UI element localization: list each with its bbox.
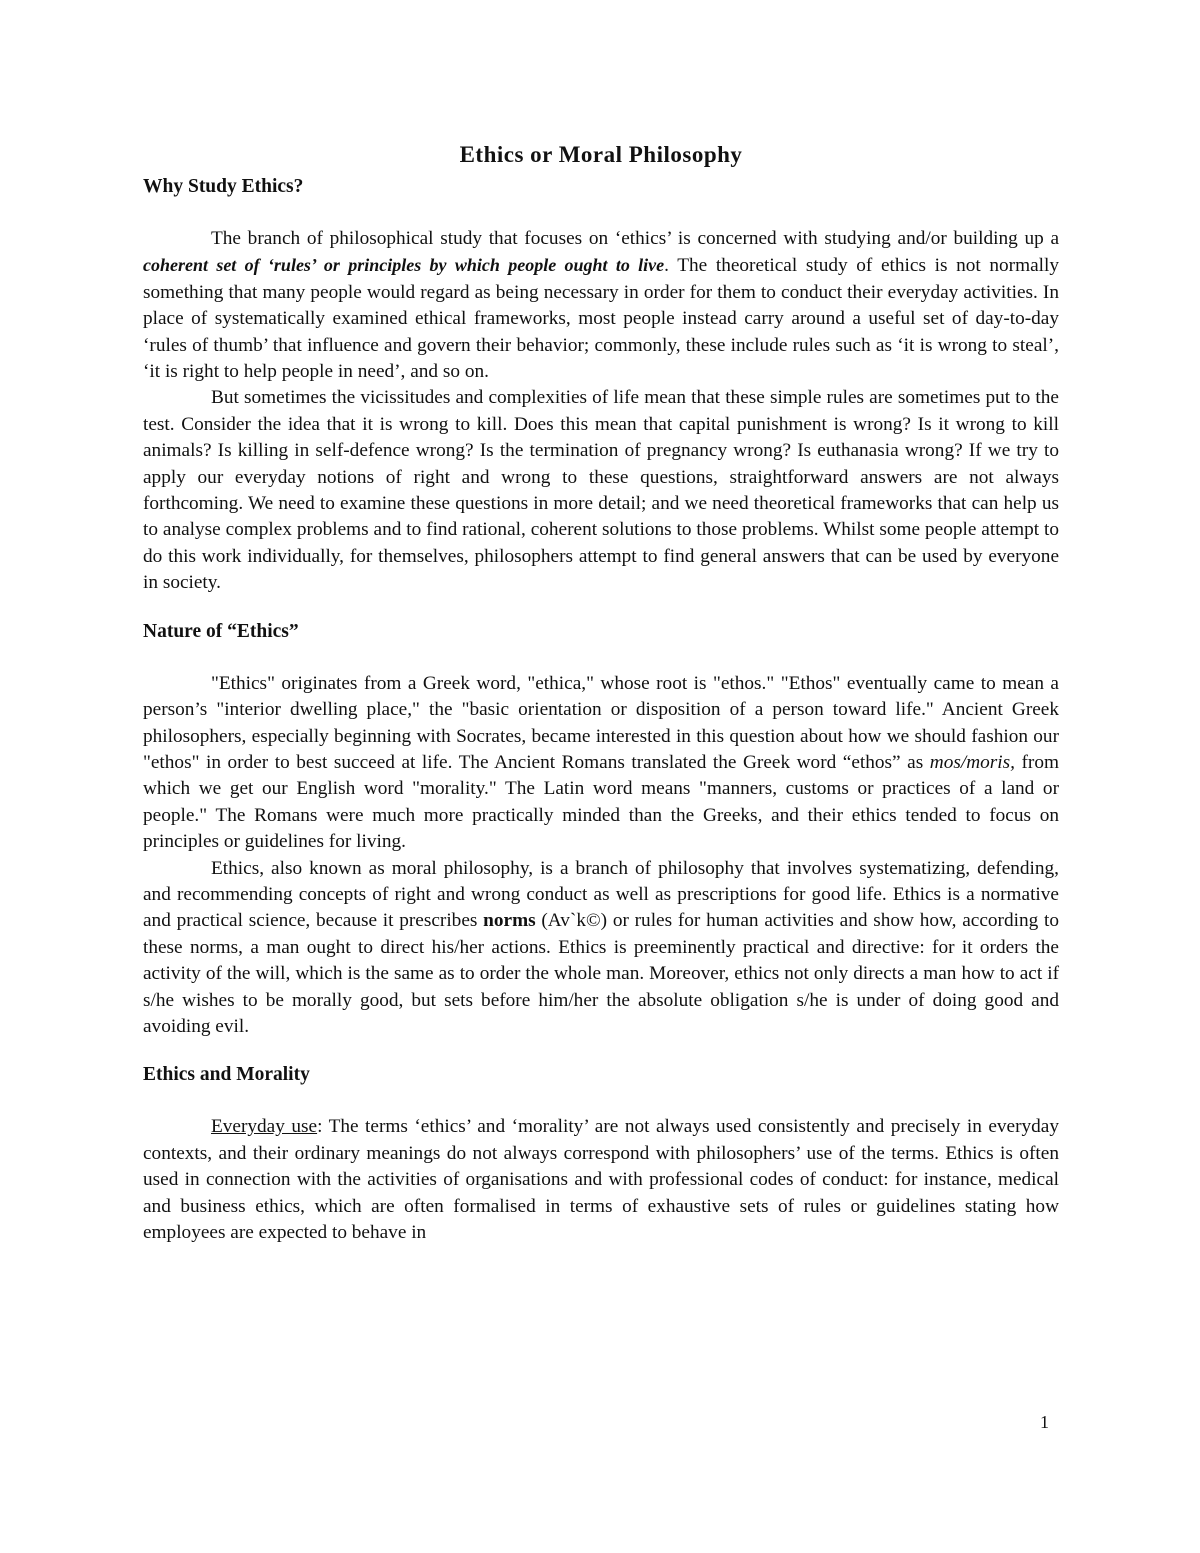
paragraph — [143, 856, 1059, 1041]
paragraph-text: (Av`k©) or rules for human activities and show how, according to these norms, a man ought to direct his/her actions. Ethics is preeminently practical and directive: for it orders the activity of the will, which is the same as to order the whole man. Moreover, ethics not only directs a man how to act if s/he wishes to be morally good, but sets before him/her the absolute obligation s/he is under of doing good and avoiding evil. — [143, 910, 1059, 1037]
underlined-text: Everyday use — [211, 1116, 318, 1138]
paragraph-text: from which we get our English word "morality." The Latin word means "manners, customs or practices of a land or people." The Romans were much more practically minded than the Greeks, and their ethics tended to focus on principles or guidelines for living. — [143, 751, 1059, 853]
paragraph: But sometimes the vicissitudes and complexities of life mean that these simple rules are sometimes put to the test. Consider the idea that it is wrong to kill. Does this mean that capital punishment is wrong? Is it wrong to kill animals? Is killing in self-defence wrong? Is the termination of pregnancy wrong? Is euthanasia wrong? If we try to apply our everyday notions of right and wrong to these questions, straightforward answers are not always forthcoming. We need to examine these questions in more detail; and we need theoretical frameworks that can help us to analyse complex problems and to find rational, coherent solutions to those problems. Whilst some people attempt to do this work individually, for themselves, philosophers attempt to find general answers that can be used by everyone in society. — [143, 387, 1059, 594]
paragraph-text: "Ethics" originates from a Greek word, "ethica," whose root is "ethos." "Ethos" eventually came to mean a person’s "interior dwelling place," the "basic orientation or disposition of a person toward life." Ancient Greek philosophers, especially beginning with Socrates, became interested in this question about how we should fashion our "ethos" in order to best succeed at life. The Ancient Romans translated the Greek word “ethos” as — [143, 672, 1059, 773]
section-heading-ethics-and-morality: Ethics and Morality — [143, 1064, 310, 1086]
bold-text: norms — [483, 910, 536, 932]
paragraph — [143, 1114, 1059, 1246]
paragraph-text: : The terms ‘ethics’ and ‘morality’ are not always used consistently and precisely in everyday contexts, and their ordinary meanings do not always correspond with philosophers’ use of the terms. Ethics is often used in connection with the activities of organisations and with professional codes of conduct: for instance, medical and business ethics, which are often formalised in terms of exhaustive sets of rules or guidelines stating how employees are expected to behave in — [143, 1116, 1059, 1243]
paragraph-text: The branch of philosophical study that focuses on ‘ethics’ is concerned with studying and/or building up a — [211, 228, 1059, 249]
italic-text: mos/moris, — [929, 751, 1015, 773]
paragraph — [143, 671, 1059, 856]
paragraph-text: . The theoretical study of ethics is not normally something that many people would regard as being necessary in order for them to conduct their everyday activities. In place of systematically examined ethical frameworks, most people instead carry around a useful set of day-to-day ‘rules of thumb’ that influence and govern their behavior; commonly, these include rules such as ‘it is wrong to steal’, ‘it is right to help people in need’, and so on. — [143, 255, 1059, 383]
section-heading-why-study-ethics: Why Study Ethics? — [143, 176, 304, 197]
paragraph — [143, 226, 1059, 385]
emphasized-text: coherent set of ‘rules’ or principles by which people ought to live — [143, 255, 665, 276]
page-number: 1 — [1040, 1412, 1049, 1432]
section-heading-nature-of-ethics: Nature of “Ethics” — [143, 620, 299, 642]
document-page — [143, 140, 1059, 1246]
document-title: Ethics or Moral Philosophy — [459, 142, 743, 167]
paragraph-text: Ethics, also known as moral philosophy, is a branch of philosophy that involves systematizing, defending, and recommending concepts of right and wrong conduct as well as prescriptions for good life. Ethics is a normative and practical science, because it prescribes — [143, 857, 1059, 932]
